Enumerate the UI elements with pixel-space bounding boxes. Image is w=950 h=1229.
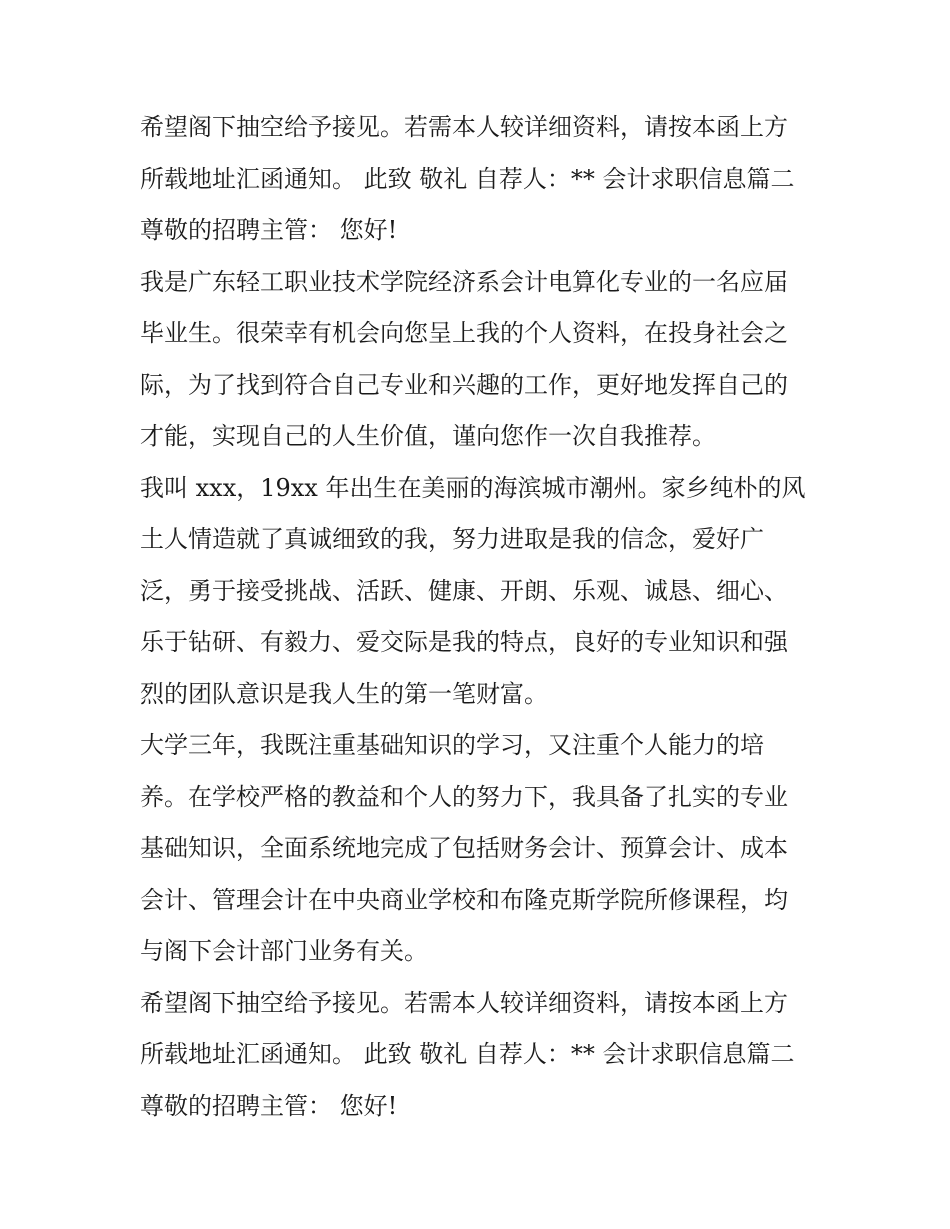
text-line: 会计、管理会计在中央商业学校和布隆克斯学院所修课程，均 xyxy=(140,885,788,914)
text-line: 尊敬的招聘主管： 您好! xyxy=(140,216,398,244)
text-line: 际，为了找到符合自己专业和兴趣的工作，更好地发挥自己的 xyxy=(140,370,788,399)
text-line: 烈的团队意识是我人生的第一笔财富。 xyxy=(140,679,548,708)
letter-body xyxy=(140,102,830,1132)
text-line: 大学三年，我既注重基础知识的学习，又注重个人能力的培 xyxy=(140,731,764,759)
text-line: 所载地址汇函通知。 此致 敬礼 自荐人：** 会计求职信息篇二 xyxy=(140,1040,795,1068)
text-line: 尊敬的招聘主管： 您好! xyxy=(140,1091,398,1120)
text-line: 与阁下会计部门业务有关。 xyxy=(140,937,428,965)
text-line: 养。在学校严格的教益和个人的努力下，我具备了扎实的专业 xyxy=(140,782,788,811)
text-line: 乐于钻研、有毅力、爱交际是我的特点，良好的专业知识和强 xyxy=(140,628,788,656)
text-line: 基础知识，全面系统地完成了包括财务会计、预算会计、成本 xyxy=(140,834,788,862)
text-line: 所载地址汇函通知。 此致 敬礼 自荐人：** 会计求职信息篇二 xyxy=(140,164,795,193)
text-line: 土人情造就了真诚细致的我，努力进取是我的信念，爱好广 xyxy=(140,525,764,553)
text-line: 希望阁下抽空给予接见。若需本人较详细资料，请按本函上方 xyxy=(140,988,788,1017)
text-line: 我是广东轻工职业技术学院经济系会计电算化专业的一名应届 xyxy=(140,267,788,296)
text-line: 泛，勇于接受挑战、活跃、健康、开朗、乐观、诚恳、细心、 xyxy=(140,576,788,605)
text-line: 才能，实现自己的人生价值，谨向您作一次自我推荐。 xyxy=(140,422,716,450)
text-line: 希望阁下抽空给予接见。若需本人较详细资料，请按本函上方 xyxy=(140,113,788,141)
text-line: 我叫 xxx，19xx 年出生在美丽的海滨城市潮州。家乡纯朴的风 xyxy=(140,473,806,502)
text-line: 毕业生。很荣幸有机会向您呈上我的个人资料，在投身社会之 xyxy=(140,319,788,347)
